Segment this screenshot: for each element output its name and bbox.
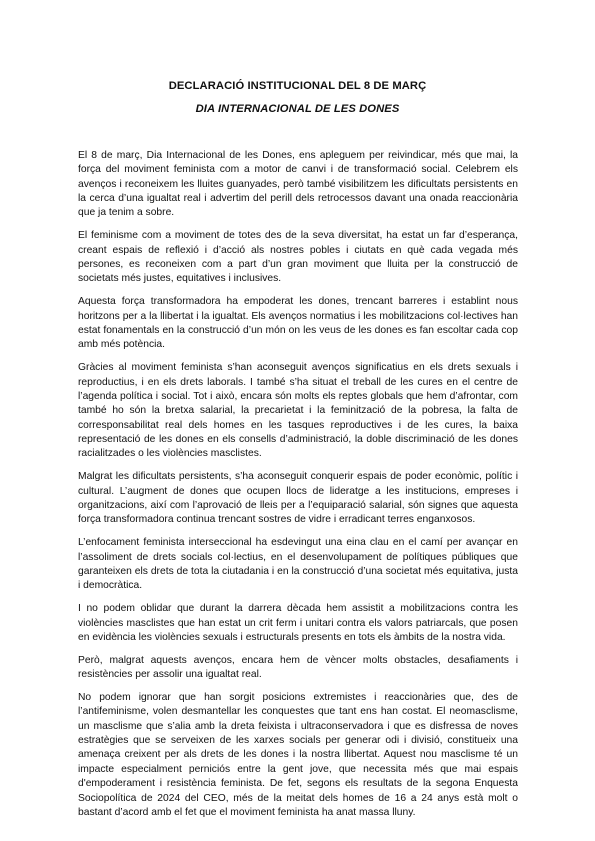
document-body (78, 149, 518, 829)
paragraph: No podem ignorar que han sorgit posicions extremistes i reaccionàries que, des de l’antifeminisme, volen desmantellar les conquestes que tant ens han costat. El neomasclisme, un masclisme que s’alia amb la dreta feixista i ultraconservadora i que es disfressa de noves estratègies que se serveixen de les xarxes socials per generar odi i divisió, constitueix una amenaça creixent per als drets de les dones i la nostra llibertat. Aquest nou masclisme té un impacte especialment perniciós entre la gent jove, que necessita més que mai espais d'empoderament i resistència feminista. De fet, segons els resultats de la segona Enquesta Sociopolítica de 2024 del CEO, més de la meitat dels homes de 16 a 24 anys està molt o bastant d’acord amb el fet que el moviment feminista ha anat massa lluny. (78, 692, 518, 818)
paragraph: Gràcies al moviment feminista s’han aconseguit avenços significatius en els drets sexuals i reproductius, i en els drets laborals. I també s’ha situat el treball de les cures en el centre de l’agenda política i social. Tot i això, encara són molts els reptes globals que hem d’afrontar, com també ho són la bretxa salarial, la precarietat i la feminització de la pobresa, la falta de corresponsabilitat real dels homes en les tasques reproductives i de les cures, la baixa representació de les dones en els consells d’administració, la doble discriminació de les dones racialitzades o les violències masclistes. (78, 362, 518, 460)
document-subtitle: DIA INTERNACIONAL DE LES DONES (195, 103, 400, 115)
paragraph: El feminisme com a moviment de totes des de la seva diversitat, ha estat un far d’esperança, creant espais de reflexió i d’acció als nostres pobles i ciutats en què cada vegada més persones, es reconeixen com a part d’un gran moviment que lluita per la construcció de societats més justes, equitatives i inclusives. (78, 230, 518, 285)
paragraph: I no podem oblidar que durant la darrera dècada hem assistit a mobilitzacions contra les violències masclistes que han estat un crit ferm i unitari contra els valors patriarcals, que posen en evidència les violències sexuals i estructurals presents en tots els àmbits de la nostra vida. (78, 603, 518, 643)
paragraph: Però, malgrat aquests avenços, encara hem de vèncer molts obstacles, desafiaments i resistències per assolir una igualtat real. (78, 654, 518, 681)
document-title: DECLARACIÓ INSTITUCIONAL DEL 8 DE MARÇ (168, 80, 427, 92)
paragraph: Aquesta força transformadora ha empoderat les dones, trencant barreres i establint nous horitzons per a la llibertat i la igualtat. Els avenços normatius i les mobilitzacions col·lectives han estat fonamentals en la construcció d’un món on les veus de les dones es fan escoltar cada cop amb més potència. (78, 296, 518, 351)
paragraph: El 8 de març, Dia Internacional de les Dones, ens apleguem per reivindicar, més que mai, la força del moviment feminista com a motor de canvi i de transformació social. Celebrem els avenços i reconeixem les lluites guanyades, però també visibilitzem les dificultats persistents en la cerca d’una igualtat real i advertim del perill dels retrocessos davant una onada reaccionària que ja tenim a sobre. (78, 150, 518, 219)
paragraph: Malgrat les dificultats persistents, s’ha aconseguit conquerir espais de poder econòmic, polític i cultural. L’augment de dones que ocupen llocs de lideratge a les institucions, empreses i organitzacions, així com l’aprovació de lleis per a l’equiparació salarial, són signes que aquesta força transformadora continua trencant sostres de vidre i erradicant terres enganxosos. (78, 471, 518, 526)
paragraph: L’enfocament feminista interseccional ha esdevingut una eina clau en el camí per avançar en l’assoliment de drets socials col·lectius, en el desenvolupament de polítiques públiques que garanteixen els drets de tota la ciutadania i en la construcció d’una societat més equitativa, justa i democràtica. (78, 537, 518, 592)
